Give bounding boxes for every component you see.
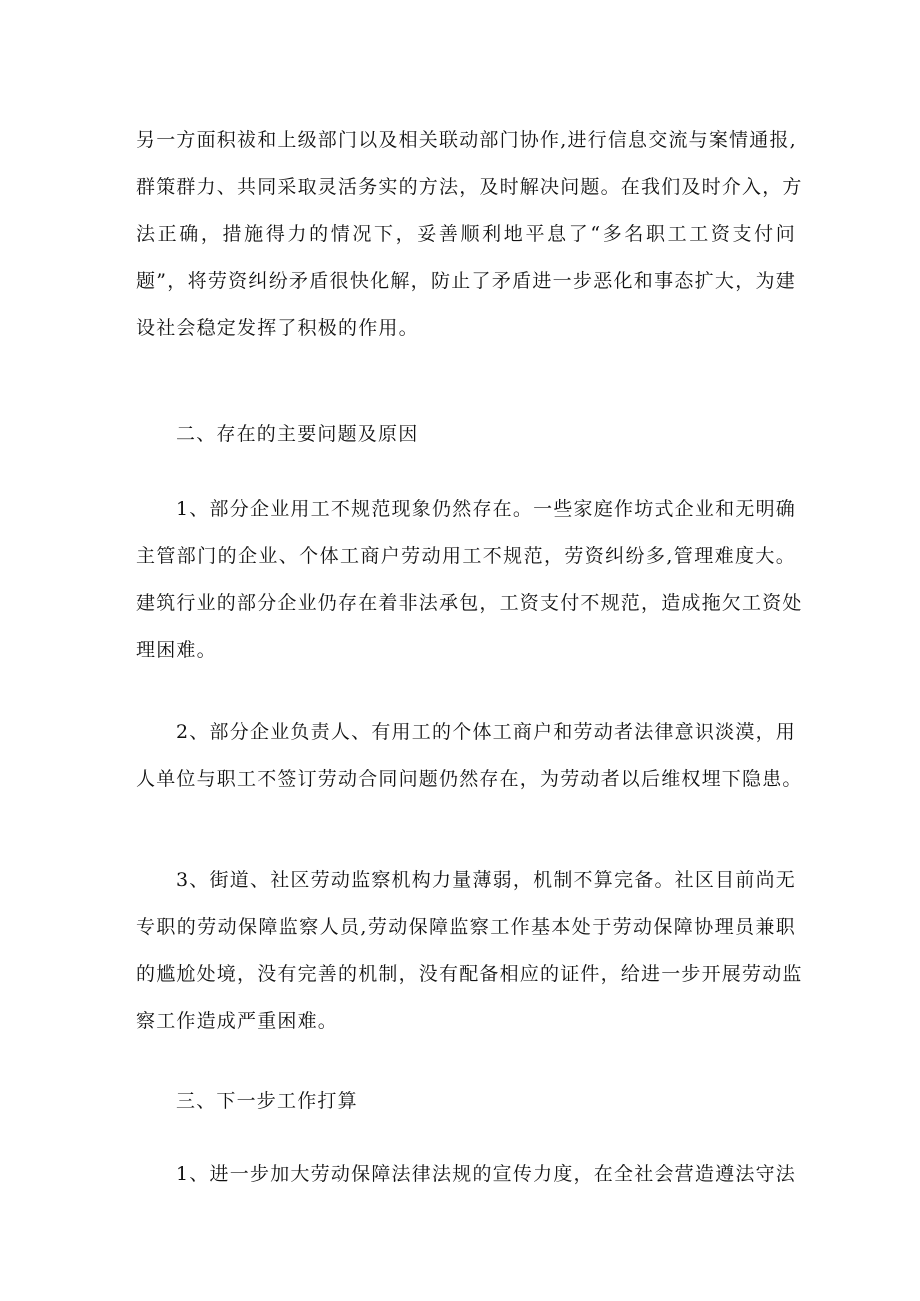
text-line: 3、街道、社区劳动监察机构力量薄弱，机制不算完备。社区目前尚无: [176, 869, 796, 891]
section-heading-problems: [136, 414, 796, 455]
heading-text: 二、存在的主要问题及原因: [176, 423, 419, 445]
heading-text: 三、下一步工作打算: [176, 1090, 358, 1112]
paragraph-next-step-1: [136, 1154, 796, 1195]
paragraph-cooperation: [136, 120, 803, 349]
text-line: 的尴尬处境，没有完善的机制，没有配备相应的证件，给进一步开展劳动监: [136, 963, 803, 985]
text-line: 专职的劳动保障监察人员,劳动保障监察工作基本处于劳动保障协理员兼职: [136, 916, 796, 938]
text-line: 群策群力、共同采取灵活务实的方法，及时解决问题。在我们及时介入，方: [136, 176, 803, 198]
text-line: 法正确，措施得力的情况下，妥善顺利地平息了“多名职工工资支付问: [136, 223, 796, 245]
text-line: 设社会稳定发挥了积极的作用。: [136, 317, 419, 339]
text-line: 题”，将劳资纠纷矛盾很快化解，防止了矛盾进一步恶化和事态扩大，为建: [136, 270, 796, 292]
text-line: 察工作造成严重困难。: [136, 1010, 339, 1032]
text-line: 1、进一步加大劳动保障法律法规的宣传力度，在全社会营造遵法守法: [176, 1163, 796, 1185]
paragraph-problem-1: [136, 489, 803, 671]
text-line: 另一方面积祓和上级部门以及相关联动部门协作,进行信息交流与案情通报,: [136, 129, 797, 151]
text-line: 2、部分企业负责人、有用工的个体工商户和劳动者法律意识淡漠，用: [176, 721, 796, 743]
text-line: 建筑行业的部分企业仍存在着非法承包，工资支付不规范，造成拖欠工资处: [136, 592, 803, 614]
text-line: 1、部分企业用工不规范现象仍然存在。一些家庭作坊式企业和无明确: [176, 498, 796, 520]
text-line: 人单位与职工不签订劳动合同问题仍然存在，为劳动者以后维权埋下隐患。: [136, 768, 803, 790]
paragraph-problem-3: [136, 860, 803, 1042]
text-line: 理困难。: [136, 639, 217, 661]
paragraph-problem-2: [136, 712, 803, 800]
text-line: 主管部门的企业、个体工商户劳动用工不规范，劳资纠纷多,管理难度大。: [136, 545, 796, 567]
section-heading-next-steps: [136, 1081, 796, 1122]
